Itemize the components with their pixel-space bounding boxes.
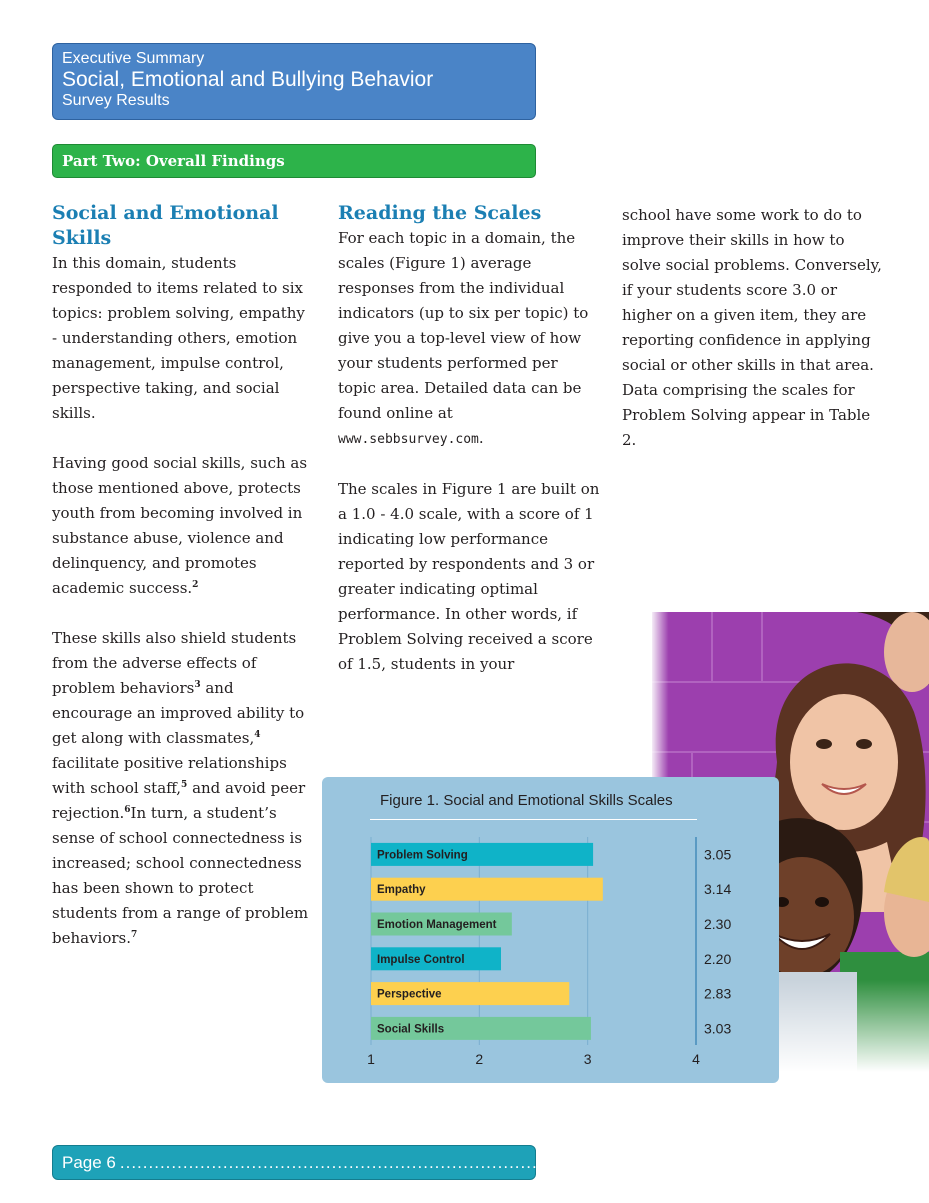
section-bar-label: Part Two: Overall Findings (62, 152, 285, 170)
chart-bar-label: Emotion Management (377, 919, 497, 931)
chart-bar-label: Problem Solving (377, 849, 468, 862)
chart-tick-label: 3 (583, 1051, 592, 1067)
footer-dot-leader: ........................................................................................................ (119, 1153, 716, 1172)
footnote-ref: 2 (192, 580, 199, 590)
chart-tick-label: 4 (692, 1051, 700, 1067)
chart-bar-label: Empathy (377, 884, 426, 897)
chart-tick-label: 1 (367, 1051, 375, 1067)
footnote-ref: 5 (181, 780, 188, 790)
paragraph-text: . (478, 429, 484, 447)
footer-report-name: Sample Report (719, 1153, 833, 1172)
section-bar (52, 144, 536, 178)
column-continued (622, 203, 884, 453)
page-footer (52, 1145, 833, 1180)
paragraph-scale-averages (338, 226, 600, 452)
chart-title: Figure 1. Social and Emotional Skills Scales (380, 792, 673, 809)
skills-bar-chart (322, 777, 779, 1083)
paragraph-score-interpretation: school have some work to do to improve their skills in how to solve social problems. Conversely, if your students score 3.0 or higher on a given item, they are reporting confidence in applying social or other skills in that area. Data comprising the scales for Problem Solving appear in Table 2. (622, 206, 882, 449)
paragraph-text: For each topic in a domain, the scales (Figure 1) average responses from the individual indicators (up to six per topic) to give you a top-level view of how your students performed per topic area. Detailed data can be found online at (338, 229, 589, 422)
footnote-ref: 4 (254, 730, 261, 740)
section-heading-social-emotional: Social and Emotional Skills (52, 202, 279, 249)
header-kicker: Executive Summary (62, 50, 205, 67)
paragraph-text: facilitate positive relationships with school staff, (52, 754, 287, 797)
paragraph-shield-students (52, 626, 314, 951)
chart-bar-label: Perspective (377, 988, 442, 1001)
footnote-ref: 7 (131, 930, 138, 940)
figure-1-chart-panel (322, 777, 779, 1083)
survey-url-link[interactable]: www.sebbsurvey.com (338, 432, 479, 447)
paragraph-scale-range: The scales in Figure 1 are built on a 1.0 - 4.0 scale, with a score of 1 indicating low performance reported by respondents and 3 or greater indicating optimal performance. In other words, if Problem Solving received a score of 1.5, students in your (338, 480, 600, 673)
chart-data-label: 3.05 (704, 846, 732, 863)
footnote-ref: 3 (194, 680, 201, 690)
paragraph-text: In turn, a student’s sense of school connectedness is increased; school connectedness has been shown to protect students from a range of problem behaviors. (52, 804, 309, 947)
header-title: Social, Emotional and Bullying Behavior (62, 68, 434, 91)
paragraph-text: and avoid peer rejection. (52, 779, 306, 822)
footer-page-number: Page 6 (62, 1153, 116, 1172)
chart-data-label: 3.14 (704, 881, 732, 898)
paragraph-domain-topics: In this domain, students responded to items related to six topics: problem solving, empathy - understanding others, emotion management, impulse control, perspective taking, and social skills. (52, 254, 305, 422)
chart-bar-label: Social Skills (377, 1023, 445, 1036)
chart-data-label: 3.03 (704, 1020, 732, 1037)
header-subtitle: Survey Results (62, 92, 170, 109)
report-header (52, 43, 536, 120)
footnote-ref: 6 (124, 805, 131, 815)
chart-tick-label: 2 (475, 1051, 484, 1067)
section-heading-reading-scales: Reading the Scales (338, 202, 542, 224)
chart-data-label: 2.83 (704, 985, 732, 1002)
paragraph-text: These skills also shield students from the adverse effects of problem behaviors (52, 629, 297, 697)
column-reading-the-scales (338, 201, 600, 677)
paragraph-text: Having good social skills, such as those mentioned above, protects youth from becoming involved in substance abuse, violence and delinquency, and promotes academic success. (52, 454, 308, 597)
paragraph-text: and encourage an improved ability to get along with classmates, (52, 679, 305, 747)
paragraph-social-skills-benefits (52, 451, 314, 601)
chart-data-label: 2.20 (704, 950, 732, 967)
chart-bar-label: Impulse Control (377, 953, 465, 966)
column-social-emotional-skills (52, 201, 314, 951)
chart-data-label: 2.30 (704, 916, 732, 932)
